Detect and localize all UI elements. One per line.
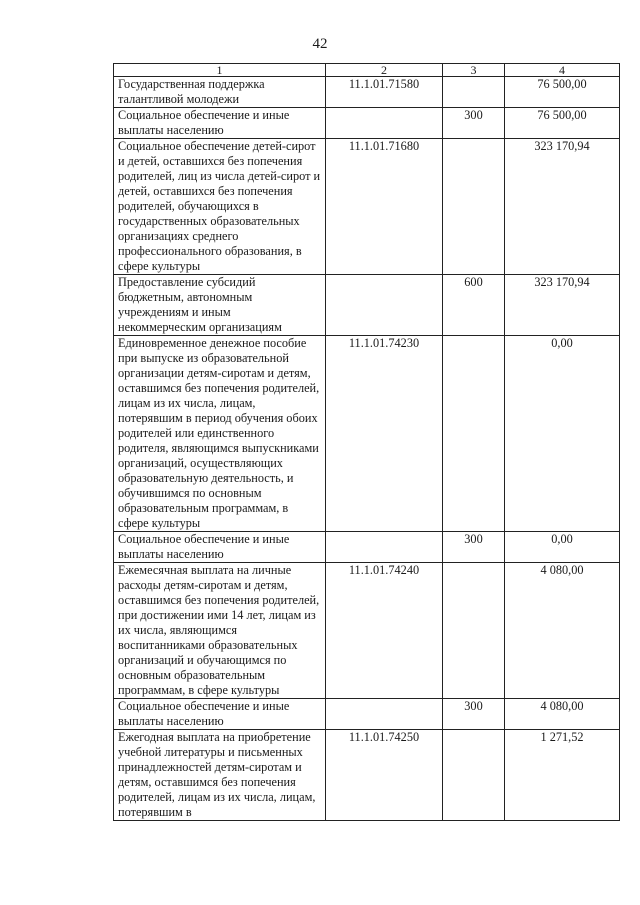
row-code-cell: 11.1.01.71680 [326,139,443,275]
table-row [114,730,620,821]
table-row [114,139,620,275]
row-name-cell: Государственная поддержка талантливой молодежи [114,77,326,108]
header-col-2: 2 [326,64,443,77]
table-row [114,563,620,699]
row-type-cell: 300 [443,108,505,139]
row-type-cell [443,336,505,532]
row-code-cell [326,108,443,139]
row-type-cell: 600 [443,275,505,336]
header-row [114,64,620,77]
row-type-cell [443,139,505,275]
table-row [114,77,620,108]
row-type-cell: 300 [443,699,505,730]
table-row [114,532,620,563]
row-type-cell [443,77,505,108]
table-row [114,336,620,532]
row-sum-cell: 323 170,94 [505,139,620,275]
row-sum-cell: 76 500,00 [505,108,620,139]
row-name-cell: Предоставление субсидий бюджетным, автономным учреждениям и иным некоммерческим организациям [114,275,326,336]
row-type-cell [443,730,505,821]
row-sum-cell: 4 080,00 [505,699,620,730]
row-sum-cell: 4 080,00 [505,563,620,699]
header-col-4: 4 [505,64,620,77]
table-row [114,275,620,336]
row-name-cell: Социальное обеспечение и иные выплаты населению [114,108,326,139]
row-name-cell: Социальное обеспечение детей-сирот и детей, оставшихся без попечения родителей, лиц из числа детей-сирот и детей, оставшихся без попечения родителей, обучающихся в государственных образовательных организациях среднего профессионального образования, в сфере культуры [114,139,326,275]
budget-table [113,63,620,821]
row-type-cell: 300 [443,532,505,563]
table-row [114,699,620,730]
row-code-cell: 11.1.01.71580 [326,77,443,108]
row-code-cell [326,275,443,336]
row-name-cell: Социальное обеспечение и иные выплаты населению [114,699,326,730]
row-sum-cell: 1 271,52 [505,730,620,821]
row-code-cell [326,532,443,563]
row-sum-cell: 323 170,94 [505,275,620,336]
row-name-cell: Ежемесячная выплата на личные расходы детям-сиротам и детям, оставшимся без попечения родителей, при достижении ими 14 лет, лицам из их числа, являющимся воспитанниками образовательных организаций и обучающимся по основным образовательным программам, в сфере культуры [114,563,326,699]
page-number: 42 [312,36,328,52]
row-code-cell: 11.1.01.74250 [326,730,443,821]
row-type-cell [443,563,505,699]
row-code-cell: 11.1.01.74230 [326,336,443,532]
row-sum-cell: 0,00 [505,336,620,532]
row-name-cell: Ежегодная выплата на приобретение учебной литературы и письменных принадлежностей детям-сиротам и детям, оставшимся без попечения родителей, лицам из их числа, лицам, потерявшим в [114,730,326,821]
row-name-cell: Единовременное денежное пособие при выпуске из образовательной организации детям-сиротам и детям, оставшимся без попечения родителей, лицам из их числа, лицам, потерявшим в период обучения обоих родителей или единственного родителя, являющимся выпускниками организаций, осуществляющих образовательную деятельность, и обучившимся по основным образовательным программам, в сфере культуры [114,336,326,532]
header-col-3: 3 [443,64,505,77]
row-name-cell: Социальное обеспечение и иные выплаты населению [114,532,326,563]
row-code-cell: 11.1.01.74240 [326,563,443,699]
row-sum-cell: 0,00 [505,532,620,563]
table-row [114,108,620,139]
budget-table-body [114,64,620,821]
row-sum-cell: 76 500,00 [505,77,620,108]
header-col-1: 1 [114,64,326,77]
row-code-cell [326,699,443,730]
